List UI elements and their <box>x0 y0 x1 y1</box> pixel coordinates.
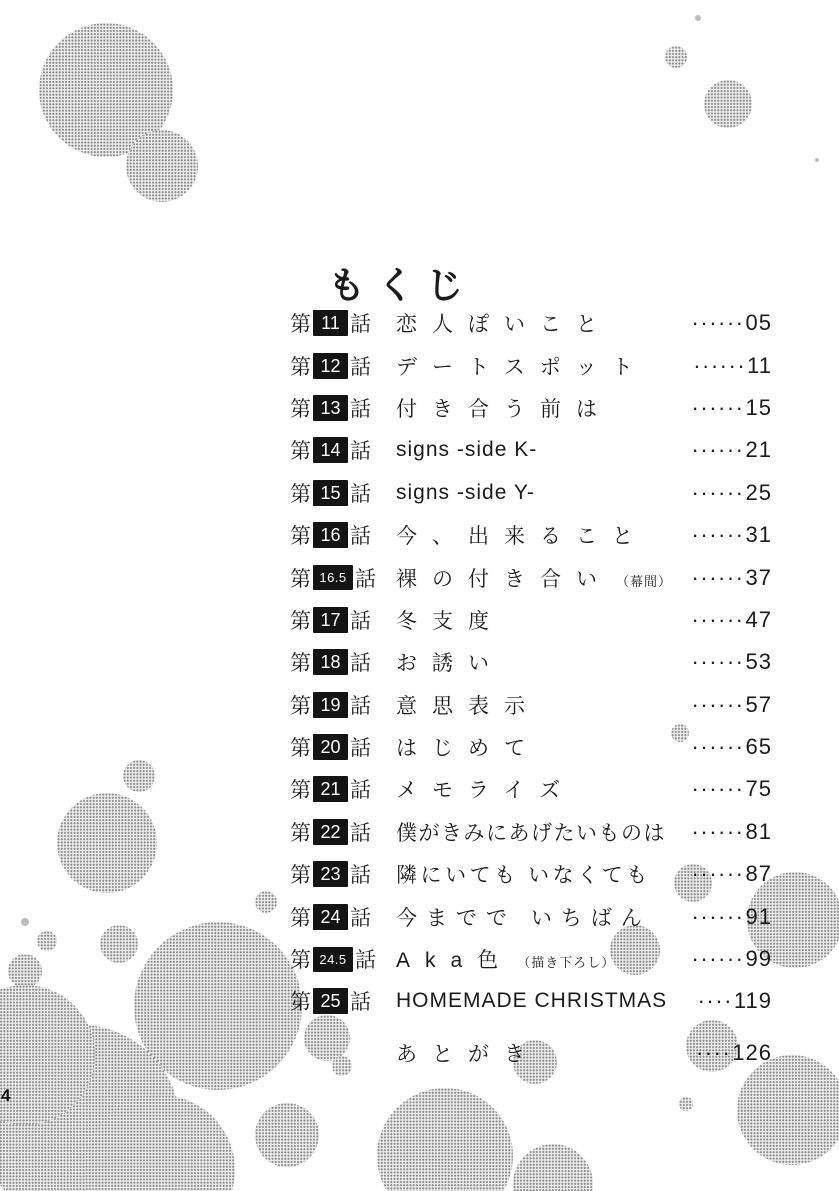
chapter-prefix: 第 <box>290 949 311 973</box>
chapter-title: 恋人ぽいこと <box>396 313 612 337</box>
chapter-label <box>290 817 396 847</box>
leader-dots: ······ <box>691 861 745 887</box>
chapter-number-box: 13 <box>313 395 348 421</box>
chapter-suffix: 話 <box>355 567 376 591</box>
chapter-prefix: 第 <box>290 821 311 845</box>
chapter-suffix: 話 <box>350 864 371 888</box>
toc-entry <box>290 895 772 937</box>
halftone-circle <box>100 925 138 963</box>
chapter-prefix: 第 <box>290 355 311 379</box>
chapter-title-cell <box>396 774 692 804</box>
halftone-circle <box>704 80 752 128</box>
chapter-prefix: 第 <box>290 313 311 337</box>
page-number: 99 <box>745 946 772 972</box>
chapter-suffix: 話 <box>350 779 371 803</box>
chapter-number-box: 24.5 <box>313 947 353 972</box>
toc-entry <box>290 853 772 895</box>
chapter-label <box>290 351 396 381</box>
chapter-suffix: 話 <box>350 525 371 549</box>
toc-entry <box>290 684 772 726</box>
chapter-label <box>290 902 396 932</box>
leader-dots: ······ <box>693 352 747 378</box>
page-ref <box>692 395 772 421</box>
chapter-title-note: （幕間） <box>616 573 673 589</box>
leader-dots: ······ <box>691 606 745 632</box>
page-ref <box>698 988 772 1014</box>
chapter-number-box: 16 <box>313 522 348 548</box>
halftone-circle <box>255 1103 319 1167</box>
chapter-prefix: 第 <box>290 440 311 464</box>
chapter-prefix: 第 <box>290 567 311 591</box>
chapter-title: 僕がきみにあげたいものは <box>396 821 666 845</box>
page-ref <box>692 734 772 760</box>
chapter-title: 隣にいても いなくても <box>396 864 651 888</box>
chapter-label <box>290 774 396 804</box>
chapter-title-cell <box>396 944 692 974</box>
chapter-title: 意思表示 <box>396 694 540 718</box>
chapter-number-box: 19 <box>313 692 348 718</box>
chapter-title-cell <box>396 438 692 462</box>
chapter-title: signs -side Y- <box>396 480 535 504</box>
page-number: 15 <box>745 394 772 420</box>
chapter-number-box: 20 <box>313 734 348 760</box>
chapter-title-cell <box>396 1038 696 1068</box>
chapter-title-cell <box>396 859 692 889</box>
chapter-prefix: 第 <box>290 482 311 506</box>
halftone-circle <box>57 793 157 893</box>
chapter-prefix: 第 <box>290 906 311 930</box>
chapter-prefix: 第 <box>290 864 311 888</box>
chapter-suffix: 話 <box>350 355 371 379</box>
leader-dots: ······ <box>691 776 745 802</box>
page-number: 57 <box>745 691 772 717</box>
halftone-circle <box>815 158 819 162</box>
page-number: 05 <box>745 310 772 336</box>
halftone-circle <box>123 760 155 792</box>
page-number: 37 <box>745 564 772 590</box>
chapter-prefix: 第 <box>290 652 311 676</box>
chapter-label <box>290 690 396 720</box>
toc-entry <box>290 514 772 556</box>
page-number: 91 <box>745 903 772 929</box>
chapter-title: signs -side K- <box>396 438 538 462</box>
page-ref <box>692 776 772 802</box>
page-ref <box>692 310 772 336</box>
chapter-prefix: 第 <box>290 397 311 421</box>
chapter-prefix: 第 <box>290 779 311 803</box>
chapter-number-box: 17 <box>313 607 348 633</box>
chapter-suffix: 話 <box>350 737 371 761</box>
chapter-title: 裸の付き合い <box>396 567 612 591</box>
page-ref <box>692 565 772 591</box>
chapter-title: デートスポット <box>396 355 648 379</box>
toc-entry <box>290 1032 772 1074</box>
toc-entry <box>290 429 772 471</box>
halftone-circle <box>8 954 42 988</box>
chapter-title-cell <box>396 393 692 423</box>
chapter-title-note: （描き下ろし） <box>517 955 616 971</box>
chapter-number-box: 11 <box>313 310 348 336</box>
page-number: 11 <box>747 352 772 378</box>
leader-dots: ······ <box>691 437 745 463</box>
leader-dots: ······ <box>691 522 745 548</box>
page-number: 119 <box>733 988 772 1014</box>
chapter-number-box: 14 <box>313 437 348 463</box>
page-ref <box>692 437 772 463</box>
chapter-title: あとがき <box>396 1042 540 1066</box>
leader-dots: ······ <box>691 734 745 760</box>
chapter-number-box: 22 <box>313 819 348 845</box>
chapter-suffix: 話 <box>350 440 371 464</box>
chapter-title-cell <box>396 647 692 677</box>
leader-dots: ······ <box>691 903 745 929</box>
toc-entry <box>290 980 772 1022</box>
chapter-label <box>290 605 396 635</box>
chapter-suffix: 話 <box>355 949 376 973</box>
toc-entry <box>290 811 772 853</box>
chapter-label <box>290 435 396 465</box>
toc-entry <box>290 387 772 429</box>
chapter-prefix: 第 <box>290 694 311 718</box>
halftone-circle <box>513 1144 593 1191</box>
page-number: 53 <box>745 649 772 675</box>
page-title: もくじ <box>328 264 475 306</box>
chapter-label <box>290 647 396 677</box>
toc-entry <box>290 472 772 514</box>
page-number: 126 <box>732 1039 772 1065</box>
leader-dots: ······ <box>691 649 745 675</box>
chapter-number-box: 25 <box>313 988 348 1014</box>
halftone-circle <box>21 918 29 926</box>
chapter-label <box>290 563 396 593</box>
page-number: 25 <box>745 479 772 505</box>
chapter-number-box: 23 <box>313 861 348 887</box>
chapter-title-cell <box>396 732 692 762</box>
chapter-number-box: 15 <box>313 480 348 506</box>
page-ref <box>692 607 772 633</box>
page-ref <box>696 1040 772 1066</box>
chapter-title-cell <box>396 690 692 720</box>
chapter-label <box>290 520 396 550</box>
chapter-title-cell <box>396 563 692 593</box>
page-number: 21 <box>745 437 772 463</box>
chapter-title: はじめて <box>396 737 540 761</box>
halftone-circle <box>126 130 198 202</box>
chapter-title-cell <box>396 520 692 550</box>
chapter-suffix: 話 <box>350 652 371 676</box>
leader-dots: ······ <box>691 564 745 590</box>
leader-dots: ···· <box>697 988 733 1014</box>
leader-dots: ······ <box>691 691 745 717</box>
chapter-suffix: 話 <box>350 482 371 506</box>
page-ref <box>692 649 772 675</box>
leader-dots: ······ <box>691 479 745 505</box>
page-ref <box>692 819 772 845</box>
chapter-number-box: 24 <box>313 904 348 930</box>
chapter-suffix: 話 <box>350 991 371 1015</box>
halftone-circle <box>255 891 277 913</box>
leader-dots: ······ <box>691 394 745 420</box>
chapter-suffix: 話 <box>350 397 371 421</box>
toc-entry <box>290 556 772 598</box>
chapter-prefix: 第 <box>290 609 311 633</box>
chapter-title: 冬支度 <box>396 609 504 633</box>
chapter-title: 今、出来ること <box>396 525 648 549</box>
toc-entry <box>290 302 772 344</box>
leader-dots: ······ <box>691 818 745 844</box>
chapter-title-cell <box>396 902 692 932</box>
toc-entry <box>290 768 772 810</box>
halftone-circle <box>377 1088 513 1191</box>
chapter-title-cell <box>396 351 693 381</box>
chapter-title-cell <box>396 605 692 635</box>
toc-entry <box>290 344 772 386</box>
chapter-title-cell <box>396 308 692 338</box>
chapter-label <box>290 308 396 338</box>
chapter-label <box>290 944 396 974</box>
chapter-suffix: 話 <box>350 694 371 718</box>
page-number: 81 <box>745 818 772 844</box>
page-ref <box>692 480 772 506</box>
page-number: 31 <box>745 522 772 548</box>
chapter-label <box>290 732 396 762</box>
chapter-title-cell <box>396 817 692 847</box>
page-number: 65 <box>745 734 772 760</box>
page-ref <box>692 946 772 972</box>
chapter-prefix: 第 <box>290 737 311 761</box>
halftone-circle <box>679 1097 693 1111</box>
chapter-title: お誘い <box>396 652 504 676</box>
chapter-suffix: 話 <box>350 609 371 633</box>
leader-dots: ···· <box>695 1039 732 1065</box>
chapter-label <box>290 478 396 508</box>
page-ref <box>692 861 772 887</box>
halftone-circle <box>695 15 701 21</box>
chapter-suffix: 話 <box>350 821 371 845</box>
halftone-circle <box>37 931 57 951</box>
halftone-circle <box>665 46 687 68</box>
chapter-title: 付き合う前は <box>396 397 612 421</box>
chapter-suffix: 話 <box>350 906 371 930</box>
toc-entry <box>290 726 772 768</box>
page-ref <box>692 692 772 718</box>
chapter-title: メモライズ <box>396 779 576 803</box>
leader-dots: ······ <box>691 310 745 336</box>
chapter-title: HOMEMADE CHRISTMAS <box>396 989 668 1013</box>
leader-dots: ······ <box>691 946 745 972</box>
toc-entry <box>290 938 772 980</box>
page-ref <box>692 522 772 548</box>
chapter-number-box: 16.5 <box>313 565 353 590</box>
toc-list <box>290 302 772 1074</box>
chapter-label <box>290 986 396 1016</box>
chapter-title: Aka色 <box>396 949 514 973</box>
page-number: 47 <box>745 606 772 632</box>
chapter-prefix: 第 <box>290 991 311 1015</box>
chapter-label <box>290 859 396 889</box>
chapter-title: 今までで いちばん <box>396 906 651 930</box>
folio-page-number: 4 <box>1 1086 11 1105</box>
page-ref <box>692 904 772 930</box>
toc-entry <box>290 599 772 641</box>
page-ref <box>693 353 772 379</box>
chapter-number-box: 21 <box>313 776 348 802</box>
chapter-number-box: 18 <box>313 649 348 675</box>
chapter-number-box: 12 <box>313 353 348 379</box>
page-number: 87 <box>745 861 772 887</box>
page-number: 75 <box>745 776 772 802</box>
toc-entry <box>290 641 772 683</box>
chapter-prefix: 第 <box>290 525 311 549</box>
chapter-suffix: 話 <box>350 313 371 337</box>
chapter-title-cell <box>396 481 692 505</box>
chapter-title-cell <box>396 989 698 1013</box>
chapter-label <box>290 393 396 423</box>
